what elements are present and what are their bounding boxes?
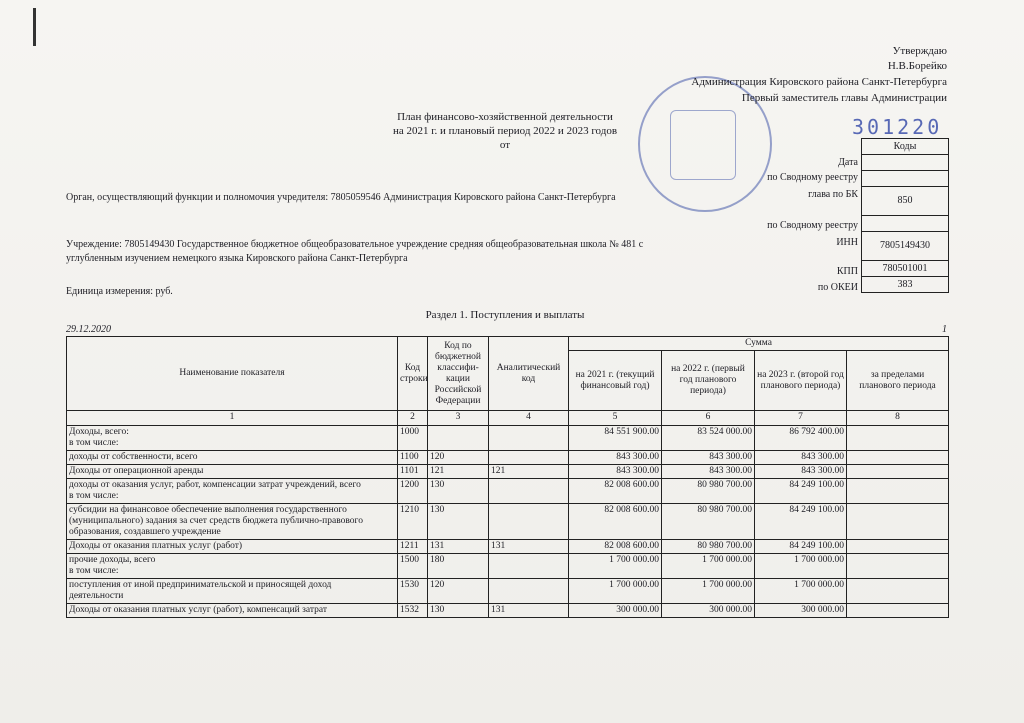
row-name-line: доходы от собственности, всего <box>69 452 198 462</box>
row-sum-2021: 1 700 000.00 <box>569 554 662 579</box>
row-sum-2022: 83 524 000.00 <box>662 426 755 451</box>
header-year-2021: на 2021 г. (текущий финансовый год) <box>569 351 662 411</box>
row-sum-beyond <box>847 451 949 465</box>
row-name <box>67 540 398 554</box>
plan-title: План финансово-хозяйственной деятельности <box>397 111 613 123</box>
row-sum-beyond <box>847 479 949 504</box>
code-inn: 7805149430 <box>862 231 948 260</box>
label-registry-1: по Сводному реестру <box>767 172 858 183</box>
row-code: 1530 <box>398 579 428 604</box>
approval-signatory: Н.В.Борейко <box>887 60 947 72</box>
column-index: 5 <box>569 411 662 426</box>
row-sum-beyond <box>847 604 949 618</box>
label-inn: ИНН <box>836 237 858 248</box>
header-year-2023: на 2023 г. (второй год планового периода) <box>755 351 847 411</box>
column-index: 2 <box>398 411 428 426</box>
row-sum-2022: 300 000.00 <box>662 604 755 618</box>
row-analytic-code <box>489 451 569 465</box>
row-sum-2021: 82 008 600.00 <box>569 479 662 504</box>
row-sum-2023: 300 000.00 <box>755 604 847 618</box>
header-bk-code: Код по бюджетной классифи-кации Российской Федерации <box>428 337 489 411</box>
header-name: Наименование показателя <box>67 337 398 411</box>
table-row <box>67 579 949 604</box>
row-code: 1211 <box>398 540 428 554</box>
row-sum-2022: 1 700 000.00 <box>662 554 755 579</box>
section-title: Раздел 1. Поступления и выплаты <box>425 309 585 321</box>
row-sum-2023: 86 792 400.00 <box>755 426 847 451</box>
code-chapter-bk: 850 <box>862 186 948 215</box>
row-name-line: прочие доходы, всего <box>69 555 156 565</box>
row-bk-code: 131 <box>428 540 489 554</box>
institution-line1: Учреждение: 7805149430 Государственное бюджетное общеобразовательное учреждение средняя общеобразовательная школа № 481 с <box>66 239 644 250</box>
code-date <box>862 154 948 170</box>
table-row <box>67 465 949 479</box>
row-code: 1500 <box>398 554 428 579</box>
row-sum-beyond <box>847 504 949 540</box>
column-index: 8 <box>847 411 949 426</box>
row-sum-2021: 843 300.00 <box>569 465 662 479</box>
label-kpp: КПП <box>836 266 858 277</box>
codes-header: Коды <box>862 138 948 154</box>
row-sum-beyond <box>847 540 949 554</box>
row-name-line: Доходы от оказания платных услуг (работ), компенсаций затрат <box>69 605 327 615</box>
row-analytic-code <box>489 479 569 504</box>
row-sum-2022: 80 980 700.00 <box>662 540 755 554</box>
approval-position: Первый заместитель главы Администрации <box>741 92 947 104</box>
receipts-payments-table <box>66 336 949 618</box>
label-okei: по ОКЕИ <box>817 282 858 293</box>
row-analytic-code <box>489 504 569 540</box>
seal-emblem <box>670 110 736 180</box>
row-name <box>67 504 398 540</box>
table-row <box>67 554 949 579</box>
row-name-line: субсидии на финансовое обеспечение выполнения государственного <box>69 505 347 515</box>
row-sum-2021: 843 300.00 <box>569 451 662 465</box>
row-sum-2022: 1 700 000.00 <box>662 579 755 604</box>
institution-line2: углубленным изучением немецкого языка Кировского района Санкт-Петербурга <box>66 253 408 264</box>
row-name <box>67 426 398 451</box>
row-name <box>67 579 398 604</box>
row-sum-2021: 300 000.00 <box>569 604 662 618</box>
approval-line1: Утверждаю <box>892 45 947 57</box>
row-analytic-code <box>489 426 569 451</box>
row-sum-2021: 82 008 600.00 <box>569 540 662 554</box>
row-name-line: доходы от оказания услуг, работ, компенсации затрат учреждений, всего <box>69 480 361 490</box>
row-sum-2023: 1 700 000.00 <box>755 554 847 579</box>
column-index: 3 <box>428 411 489 426</box>
row-bk-code <box>428 426 489 451</box>
row-code: 1532 <box>398 604 428 618</box>
row-name <box>67 465 398 479</box>
table-row <box>67 479 949 504</box>
row-sum-2021: 1 700 000.00 <box>569 579 662 604</box>
column-index: 7 <box>755 411 847 426</box>
row-code: 1210 <box>398 504 428 540</box>
received-date-stamp: 301220 <box>852 115 943 139</box>
row-analytic-code: 121 <box>489 465 569 479</box>
header-year-2022: на 2022 г. (первый год планового периода) <box>662 351 755 411</box>
row-name-line: в том числе: <box>69 566 119 576</box>
row-sum-2022: 843 300.00 <box>662 465 755 479</box>
row-sum-2023: 84 249 100.00 <box>755 479 847 504</box>
row-sum-2022: 843 300.00 <box>662 451 755 465</box>
row-name-line: (муниципального) задания за счет средств бюджета публично-правового <box>69 516 363 526</box>
row-name <box>67 554 398 579</box>
row-bk-code: 130 <box>428 479 489 504</box>
row-name-line: Доходы, всего: <box>69 427 129 437</box>
row-analytic-code: 131 <box>489 604 569 618</box>
row-name <box>67 451 398 465</box>
label-registry-2: по Сводному реестру <box>767 220 858 231</box>
row-sum-2023: 84 249 100.00 <box>755 540 847 554</box>
row-name-line: деятельности <box>69 591 124 601</box>
row-analytic-code <box>489 579 569 604</box>
row-code: 1100 <box>398 451 428 465</box>
row-sum-2022: 80 980 700.00 <box>662 504 755 540</box>
row-bk-code: 180 <box>428 554 489 579</box>
row-code: 1101 <box>398 465 428 479</box>
code-kpp: 780501001 <box>862 260 948 276</box>
row-sum-beyond <box>847 426 949 451</box>
row-name-line: Доходы от операционной аренды <box>69 466 204 476</box>
column-index: 4 <box>489 411 569 426</box>
row-name <box>67 604 398 618</box>
row-sum-2023: 843 300.00 <box>755 465 847 479</box>
row-bk-code: 121 <box>428 465 489 479</box>
row-bk-code: 120 <box>428 451 489 465</box>
row-sum-beyond <box>847 554 949 579</box>
row-bk-code: 130 <box>428 504 489 540</box>
table-row <box>67 451 949 465</box>
plan-date-label: от <box>499 139 511 151</box>
codes-box <box>861 138 949 293</box>
row-name-line: образования, создавшего учреждение <box>69 527 221 537</box>
row-bk-code: 130 <box>428 604 489 618</box>
row-code: 1200 <box>398 479 428 504</box>
table-row <box>67 540 949 554</box>
page-number: 1 <box>942 324 947 335</box>
row-name-line: Доходы от оказания платных услуг (работ) <box>69 541 243 551</box>
header-sum: Сумма <box>569 337 949 351</box>
plan-period: на 2021 г. и плановый период 2022 и 2023 годов <box>392 125 618 137</box>
column-index: 6 <box>662 411 755 426</box>
row-sum-2023: 843 300.00 <box>755 451 847 465</box>
row-analytic-code <box>489 554 569 579</box>
row-sum-beyond <box>847 465 949 479</box>
print-date: 29.12.2020 <box>66 324 111 335</box>
header-row-code: Код строки <box>398 337 428 411</box>
row-name-line: в том числе: <box>69 438 119 448</box>
binder-mark <box>33 8 36 46</box>
row-sum-2023: 84 249 100.00 <box>755 504 847 540</box>
code-registry-1 <box>862 170 948 186</box>
header-analytic-code: Аналитический код <box>489 337 569 411</box>
header-beyond: за пределами планового периода <box>847 351 949 411</box>
row-name-line: в том числе: <box>69 491 119 501</box>
row-sum-beyond <box>847 579 949 604</box>
row-sum-2021: 82 008 600.00 <box>569 504 662 540</box>
row-name-line: поступления от иной предпринимательской и приносящей доход <box>69 580 332 590</box>
table-row <box>67 426 949 451</box>
code-registry-2 <box>862 215 948 231</box>
row-analytic-code: 131 <box>489 540 569 554</box>
unit-of-measure: Единица измерения: руб. <box>66 286 173 297</box>
label-chapter-bk: глава по БК <box>808 189 858 200</box>
row-name <box>67 479 398 504</box>
approval-organization: Администрация Кировского района Санкт-Петербурга <box>691 76 947 88</box>
column-index-row <box>67 411 949 426</box>
table-row <box>67 504 949 540</box>
row-sum-2022: 80 980 700.00 <box>662 479 755 504</box>
row-code: 1000 <box>398 426 428 451</box>
row-sum-2023: 1 700 000.00 <box>755 579 847 604</box>
column-index: 1 <box>67 411 398 426</box>
row-bk-code: 120 <box>428 579 489 604</box>
code-okei: 383 <box>862 276 948 293</box>
label-date: Дата <box>838 157 858 168</box>
table-row <box>67 604 949 618</box>
row-sum-2021: 84 551 900.00 <box>569 426 662 451</box>
founder-organ: Орган, осуществляющий функции и полномочия учредителя: 7805059546 Администрация Кировского района Санкт-Петербурга <box>66 192 616 203</box>
